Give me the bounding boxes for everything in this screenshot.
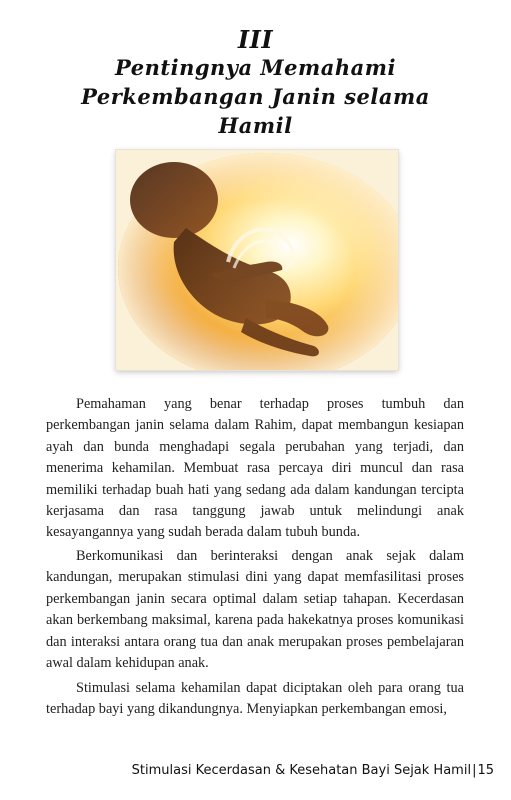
paragraph-3: Stimulasi selama kehamilan dapat diciptakan oleh para orang tua terhadap bayi yang dikandungnya. Menyiapkan perkembangan emosi, <box>46 680 464 718</box>
chapter-title-line-1: Pentingnya Memahami <box>115 55 396 80</box>
chapter-title-line-3: Hamil <box>218 113 293 138</box>
chapter-number: III <box>237 25 274 54</box>
paragraph-1: Pemahaman yang benar terhadap proses tumbuh dan perkembangan janin selama dalam Rahim, dapat membangun kesiapan ayah dan bunda menghadapi segala perubahan yang terjadi, dan menerima kehamilan. Membuat rasa percaya diri muncul dan rasa memiliki terhadap buah hati yang sedang ada dalam kandungan tercipta kerjasama dan rasa tanggung jawab untuk melindungi anak kesayangannya yang sudah berada dalam tubuh bunda. <box>46 396 464 541</box>
page-number: 15 <box>477 763 494 778</box>
footer-book-title: Stimulasi Kecerdasan & Kesehatan Bayi Sejak Hamil <box>131 763 472 778</box>
paragraph-2: Berkomunikasi dan berinteraksi dengan anak sejak dalam kandungan, merupakan stimulasi dini yang dapat memfasilitasi proses perkembangan janin secara optimal dalam setiap tahapan. Kecerdasan akan berkembang maksimal, karena pada hakekatnya proses komunikasi dan interaksi antara orang tua dan anak merupakan proses pembelajaran awal dalam kehidupan anak. <box>46 548 464 672</box>
fetus-illustration <box>116 150 398 370</box>
page-footer <box>132 763 494 778</box>
chapter-title-line-2: Perkembangan Janin selama <box>81 84 430 109</box>
footer-separator: | <box>472 763 477 778</box>
